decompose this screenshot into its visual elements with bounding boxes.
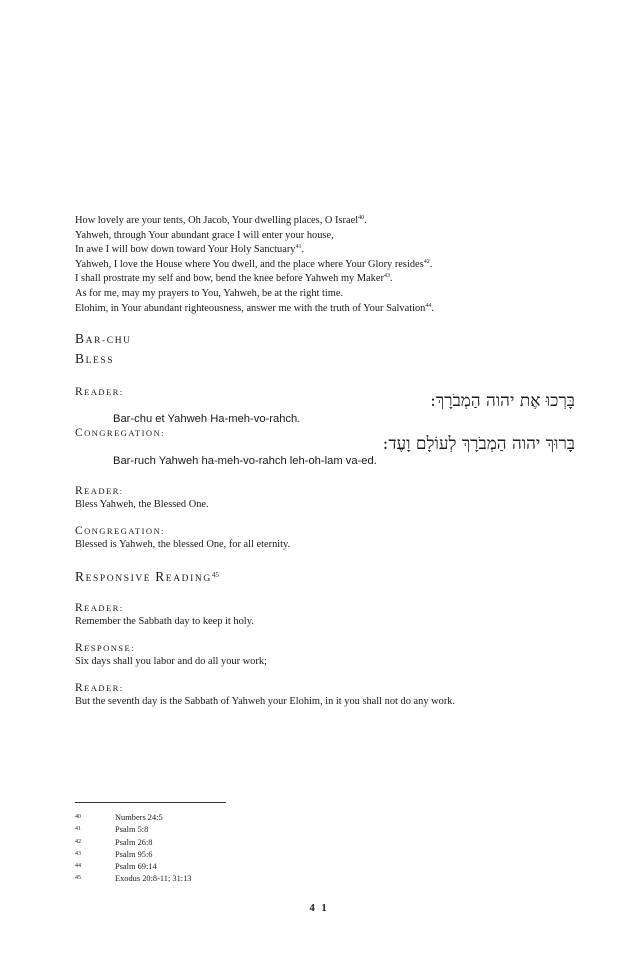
footnote-number: 45 <box>75 875 81 882</box>
footnote-ref[interactable]: 44 <box>425 302 432 309</box>
footnote-number: 40 <box>75 814 81 820</box>
title-rest: ESPONSIVE <box>85 574 156 585</box>
responsive-text: Six days shall you labor and do all your work; <box>75 656 267 668</box>
label-cap: C <box>75 525 85 538</box>
reader-line: Bless Yahweh, the Blessed One. <box>75 499 209 511</box>
footnote-ref[interactable]: 42 <box>423 258 430 265</box>
congregation-label <box>75 426 165 440</box>
psalm-punct: . <box>301 244 305 256</box>
label-rest: ONGREGATION: <box>84 526 165 537</box>
psalm-text: As for me, may my prayers to You, Yahweh, be at the right time. <box>75 287 344 299</box>
reader-bless-block <box>75 484 575 512</box>
reader-block <box>75 383 575 412</box>
reader-label <box>75 484 575 498</box>
psalm-text: How lovely are your tents, Oh Jacob, Your dwelling places, O Israel <box>75 215 359 226</box>
label-rest: ONGREGATION: <box>84 428 165 439</box>
psalm-passage <box>75 214 575 316</box>
label-rest: EADER: <box>84 486 124 497</box>
label-rest: EADER: <box>84 683 124 694</box>
psalm-text: Yahweh, I love the House where You dwell, and the place where Your Glory resides <box>75 258 424 270</box>
psalm-punct: . <box>389 273 393 285</box>
footnote-item <box>75 849 375 861</box>
title-cap: B <box>75 351 86 367</box>
footnote-reference: Numbers 24:5 <box>115 813 163 822</box>
psalm-line <box>75 214 575 229</box>
title-cap: R <box>155 569 166 585</box>
title-rest: EADING <box>165 574 212 585</box>
responsive-item <box>75 681 575 709</box>
page-number: 4 1 <box>309 903 329 914</box>
barchu-heading <box>75 330 575 370</box>
label-cap: R <box>75 602 85 615</box>
reader-transliteration: Bar-chu et Yahweh Ha-meh-vo-rahch. <box>113 413 301 426</box>
footnote-reference: Psalm 5:8 <box>115 825 149 835</box>
psalm-line <box>75 258 575 273</box>
responsive-item <box>75 601 575 629</box>
psalm-text: I shall prostrate my self and bow, bend the knee before Yahweh my Maker <box>75 273 384 285</box>
psalm-text: Elohim, in Your abundant righteousness, answer me with the truth of Your Salvation <box>75 302 426 314</box>
congregation-block <box>75 426 575 455</box>
footnote-reference: Psalm 95:6 <box>115 849 153 859</box>
psalm-punct: . <box>429 258 433 270</box>
title-cap: B <box>75 331 86 347</box>
responsive-label <box>75 601 575 615</box>
psalm-text: In awe I will bow down toward Your Holy Sanctuary <box>75 244 296 256</box>
congregation-bless-block <box>75 524 575 552</box>
footnote-ref[interactable]: 45 <box>211 571 219 580</box>
label-rest: ESPONSE: <box>84 643 135 654</box>
footnote-item <box>75 812 375 824</box>
psalm-line <box>75 287 575 302</box>
congregation-label <box>75 524 575 538</box>
psalm-line <box>75 302 575 317</box>
footnote-item <box>75 837 375 849</box>
footnote-ref[interactable]: 40 <box>358 215 365 221</box>
label-rest: EADER: <box>84 387 124 398</box>
footnote-reference: Psalm 26:8 <box>115 837 153 847</box>
label-cap: R <box>75 386 85 399</box>
label-cap: C <box>75 427 85 440</box>
reader-label <box>75 385 124 399</box>
congregation-transliteration: Bar-ruch Yahweh ha-meh-vo-rahch leh-oh-lam va-ed. <box>113 455 377 468</box>
title-rest: AR-CHU <box>85 336 132 347</box>
footnote-item <box>75 824 375 836</box>
footnote-number: 41 <box>75 826 81 833</box>
responsive-label <box>75 681 575 695</box>
reader-hebrew: בָּרְכוּ אֶת יהוה הַמְבֹרָךְ: <box>430 391 575 412</box>
responsive-label <box>75 641 575 655</box>
psalm-line <box>75 243 575 258</box>
main-content <box>75 214 575 709</box>
psalm-line <box>75 272 575 287</box>
label-rest: EADER: <box>84 603 124 614</box>
psalm-punct: . <box>364 215 367 226</box>
responsive-item <box>75 641 575 669</box>
psalm-punct: . <box>431 302 434 314</box>
footnote-reference: Exodus 20:8-11; 31:13 <box>115 874 192 884</box>
footnote-number: 42 <box>75 838 81 845</box>
congregation-hebrew: בָּרוּךְ יהוה הַמְבֹרָךְ לְעוֹלָם וָעֶד: <box>382 434 575 455</box>
responsive-text: Remember the Sabbath day to keep it holy. <box>75 616 254 628</box>
congregation-line: Blessed is Yahweh, the blessed One, for all eternity. <box>75 539 291 551</box>
footnotes <box>75 802 375 886</box>
title-rest: LESS <box>85 356 115 367</box>
footnote-reference: Psalm 69:14 <box>115 862 157 872</box>
psalm-line <box>75 229 575 244</box>
label-cap: R <box>75 485 85 498</box>
footnote-number: 43 <box>75 850 81 857</box>
footnote-item <box>75 861 375 873</box>
section-title-responsive-reading <box>75 568 575 588</box>
footnote-item <box>75 873 375 885</box>
footnote-divider <box>75 802 226 803</box>
responsive-text: But the seventh day is the Sabbath of Yahweh your Elohim, in it you shall not do any work. <box>75 696 456 708</box>
footnote-ref[interactable]: 41 <box>295 244 302 251</box>
footnote-number: 44 <box>75 863 81 870</box>
label-cap: R <box>75 682 85 695</box>
label-cap: R <box>75 642 85 655</box>
title-cap: R <box>75 569 86 585</box>
section-title-barchu <box>75 330 575 350</box>
psalm-text: Yahweh, through Your abundant grace I will enter your house, <box>75 229 334 241</box>
footnote-ref[interactable]: 43 <box>383 273 390 280</box>
section-title-bless <box>75 350 575 370</box>
